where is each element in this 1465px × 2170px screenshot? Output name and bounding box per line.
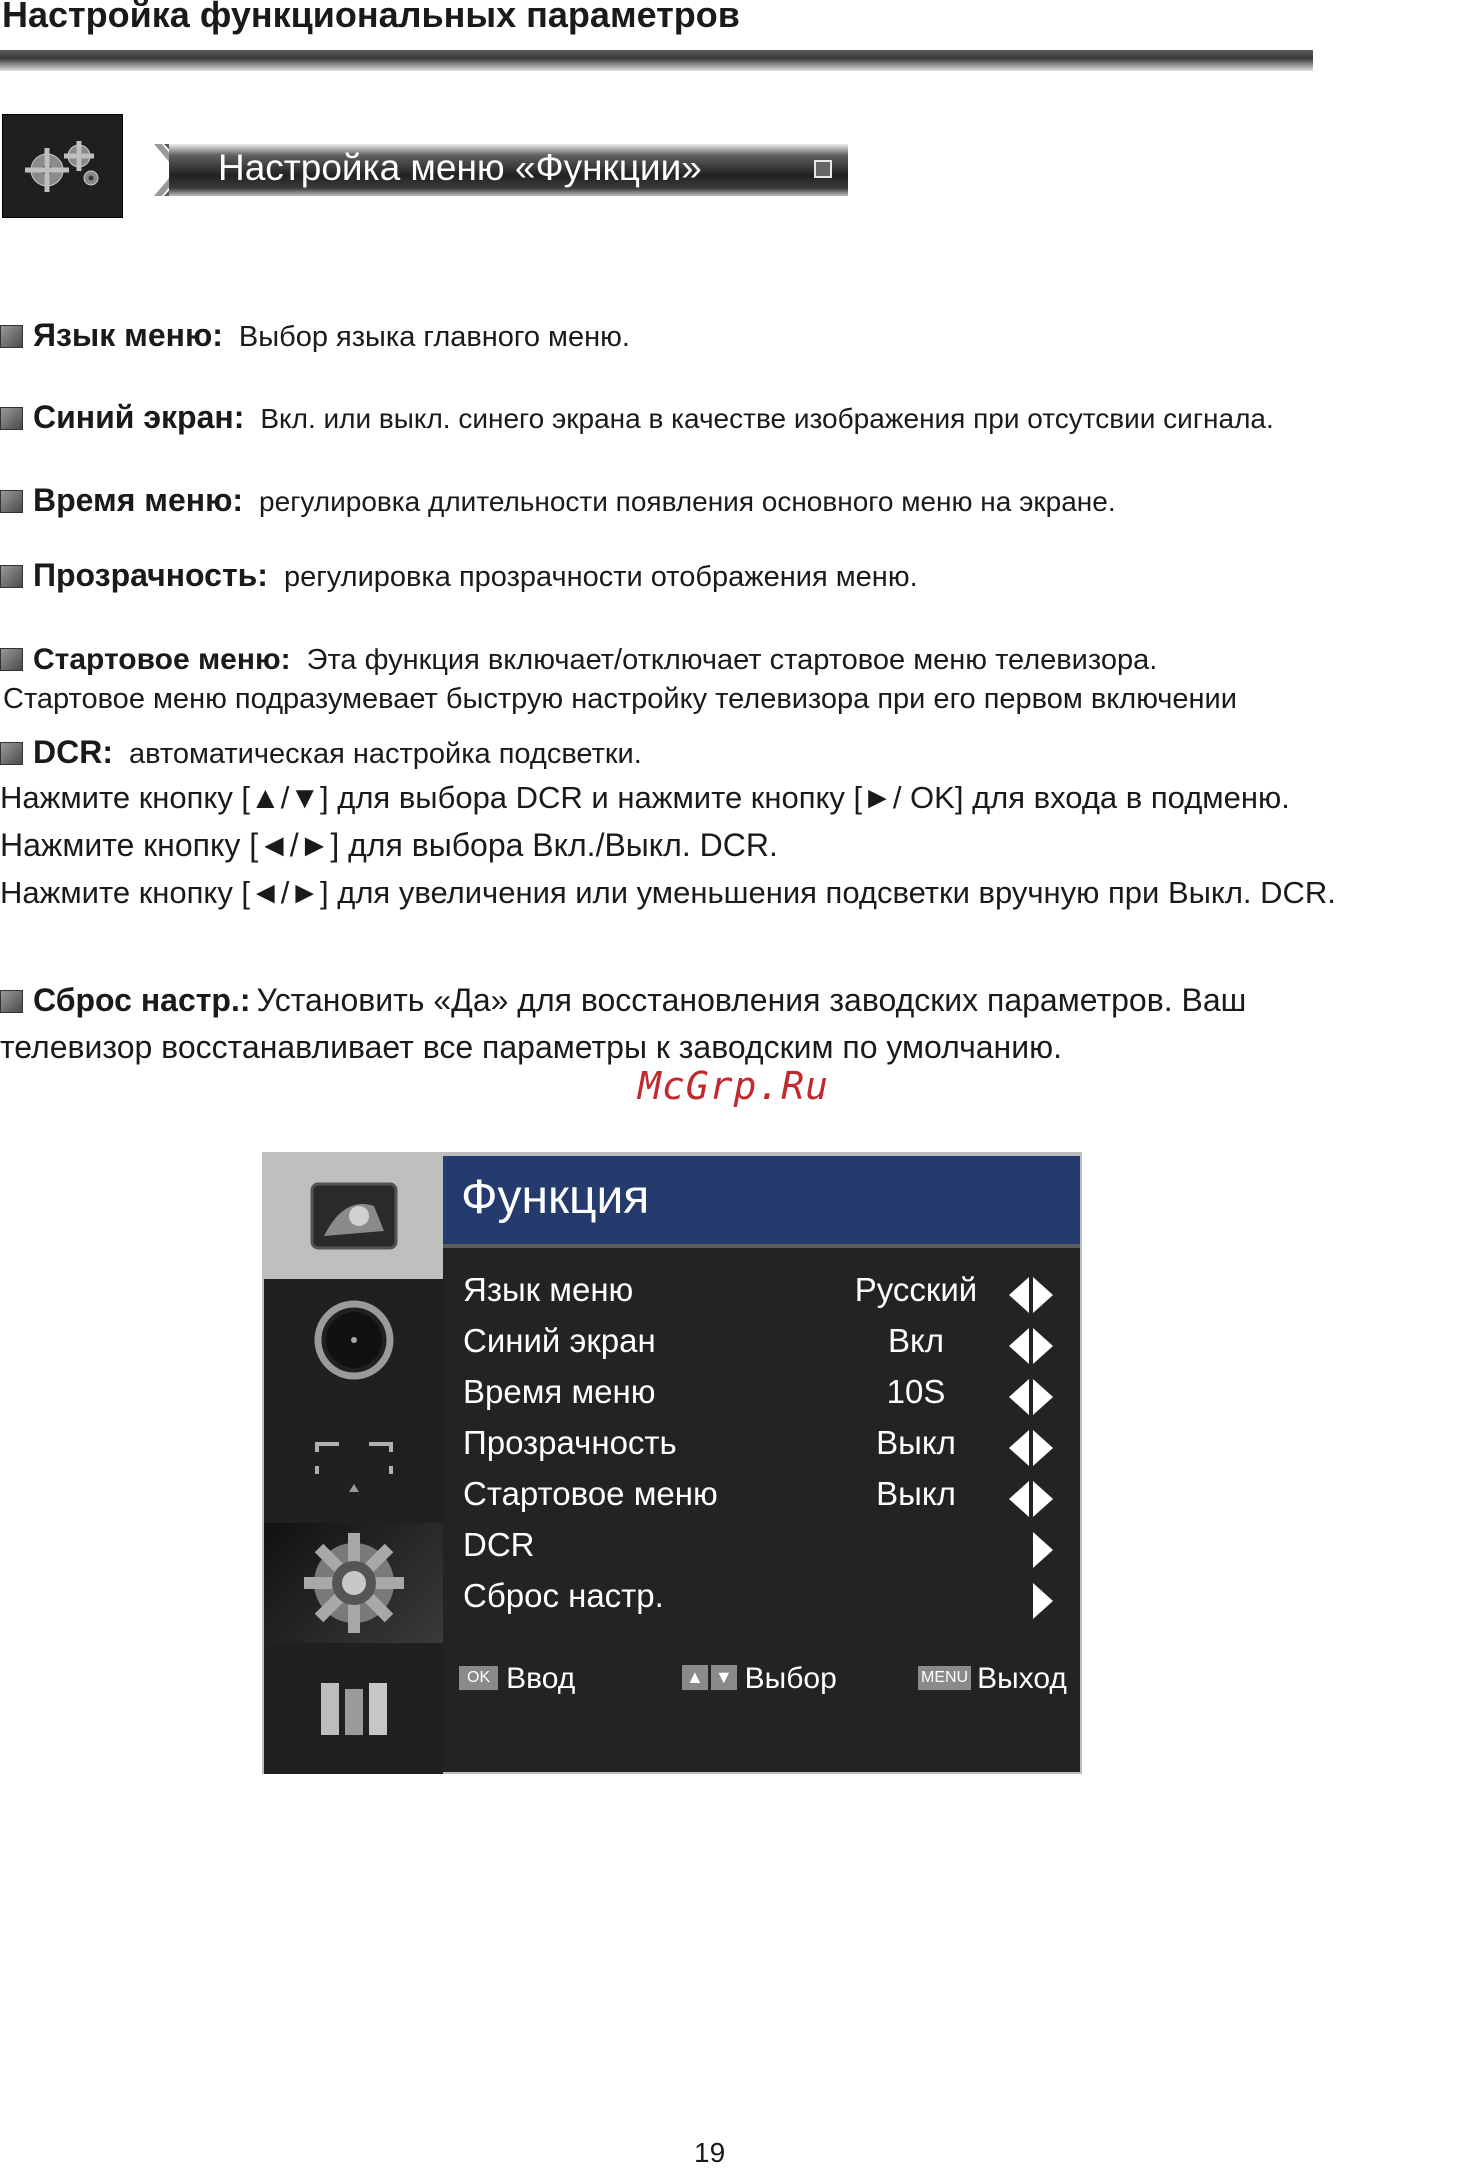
bullet-icon (0, 325, 23, 348)
bullet-icon (0, 990, 23, 1013)
text: Эта функция включает/отключает стартовое меню телевизора. (306, 644, 1158, 676)
bullet-icon (0, 648, 23, 671)
term: DCR: (33, 734, 113, 770)
banner-square-icon (814, 160, 832, 178)
menu-row-dcr[interactable] (463, 1524, 1063, 1572)
term: Прозрачность: (33, 557, 268, 593)
menu-row-reset[interactable] (463, 1575, 1063, 1623)
term: Время меню: (33, 482, 244, 518)
row-label: Прозрачность (463, 1424, 677, 1461)
desc-dcr-line2: Нажмите кнопку [◄/►] для выбора Вкл./Выкл. DCR. (0, 827, 778, 863)
text: Установить «Да» для восстановления заводских параметров. Ваш (256, 982, 1247, 1018)
footer-exit (918, 1662, 1067, 1696)
desc-dcr-line3: Нажмите кнопку [◄/►] для увеличения или уменьшения подсветки вручную при Выкл. DCR. (0, 875, 1336, 910)
desc-transparency (0, 558, 918, 594)
gear-icon (2, 114, 123, 218)
tv-function-menu (262, 1152, 1082, 1774)
picture-icon[interactable] (264, 1152, 443, 1279)
menu-row-menu-time[interactable] (463, 1371, 1063, 1419)
row-value: Выкл (876, 1424, 956, 1461)
row-label: Синий экран (463, 1322, 656, 1359)
bullet-icon (0, 742, 23, 765)
up-key-icon: ▲ (682, 1665, 708, 1690)
right-arrow-icon[interactable] (1009, 1583, 1053, 1619)
enter-label: Ввод (506, 1662, 576, 1695)
row-value: Русский (854, 1271, 978, 1308)
desc-start-menu (0, 643, 1157, 677)
desc-blue-screen (0, 400, 1274, 435)
menu-header (443, 1156, 1080, 1248)
left-right-arrows-icon[interactable] (1009, 1379, 1053, 1415)
row-value: Вкл (887, 1322, 945, 1359)
section-title: Настройка меню «Функции» (218, 147, 702, 188)
text: Выбор языка главного меню. (238, 321, 630, 353)
text: регулировка длительности появления основного меню на экране. (259, 486, 1116, 517)
row-value: Выкл (876, 1475, 956, 1512)
exit-label: Выход (977, 1662, 1067, 1695)
desc-reset (0, 983, 1246, 1018)
term: Стартовое меню: (33, 643, 291, 676)
select-label: Выбор (744, 1662, 837, 1695)
row-label: Сброс настр. (463, 1577, 664, 1614)
row-value: 10S (886, 1373, 946, 1410)
left-right-arrows-icon[interactable] (1009, 1481, 1053, 1517)
bullet-icon (0, 490, 23, 513)
row-label: Стартовое меню (463, 1475, 718, 1512)
text: автоматическая настройка подсветки. (128, 738, 642, 770)
ok-key-icon: OK (459, 1666, 498, 1690)
screen-icon[interactable] (264, 1401, 443, 1523)
menu-title: Функция (461, 1171, 650, 1224)
page-title: Настройка функциональных параметров (2, 0, 740, 35)
lock-icon[interactable] (264, 1643, 443, 1774)
section-banner (152, 142, 848, 198)
menu-row-language[interactable] (463, 1269, 1063, 1317)
page-number: 19 (694, 2137, 726, 2168)
left-right-arrows-icon[interactable] (1009, 1430, 1053, 1466)
menu-row-blue-screen[interactable] (463, 1320, 1063, 1368)
row-label: DCR (463, 1526, 535, 1563)
sound-icon[interactable] (264, 1279, 443, 1401)
row-label: Язык меню (463, 1271, 634, 1308)
text: регулировка прозрачности отображения меню. (283, 561, 918, 593)
desc-dcr (0, 735, 642, 771)
row-label: Время меню (463, 1373, 656, 1410)
desc-menu-time (0, 483, 1116, 518)
bullet-icon (0, 565, 23, 588)
menu-sidebar (264, 1152, 443, 1774)
desc-dcr-line1: Нажмите кнопку [▲/▼] для выбора DCR и нажмите кнопку [►/ OK] для входа в подменю. (0, 780, 1290, 815)
menu-panel (443, 1156, 1080, 1772)
right-arrow-icon[interactable] (1009, 1532, 1053, 1568)
watermark: McGrp.Ru (638, 1064, 830, 1108)
footer-select (682, 1662, 837, 1696)
title-divider (0, 50, 1313, 71)
term: Сброс настр.: (33, 982, 251, 1018)
desc-reset-line2: телевизор восстанавливает все параметры к заводским по умолчанию. (0, 1029, 1062, 1065)
menu-row-start-menu[interactable] (463, 1473, 1063, 1521)
text: Вкл. или выкл. синего экрана в качестве изображения при отсутсвии сигнала. (260, 403, 1274, 434)
down-key-icon: ▼ (711, 1665, 737, 1690)
footer-enter (459, 1662, 575, 1696)
menu-key-icon: MENU (918, 1666, 971, 1690)
left-right-arrows-icon[interactable] (1009, 1328, 1053, 1364)
bullet-icon (0, 407, 23, 430)
left-right-arrows-icon[interactable] (1009, 1277, 1053, 1313)
function-gear-icon[interactable] (264, 1523, 443, 1643)
term: Язык меню: (33, 317, 223, 353)
term: Синий экран: (33, 399, 245, 435)
desc-language (0, 318, 630, 354)
menu-row-transparency[interactable] (463, 1422, 1063, 1470)
desc-start-menu-line2: Стартовое меню подразумевает быструю настройку телевизора при его первом включении (3, 683, 1237, 715)
